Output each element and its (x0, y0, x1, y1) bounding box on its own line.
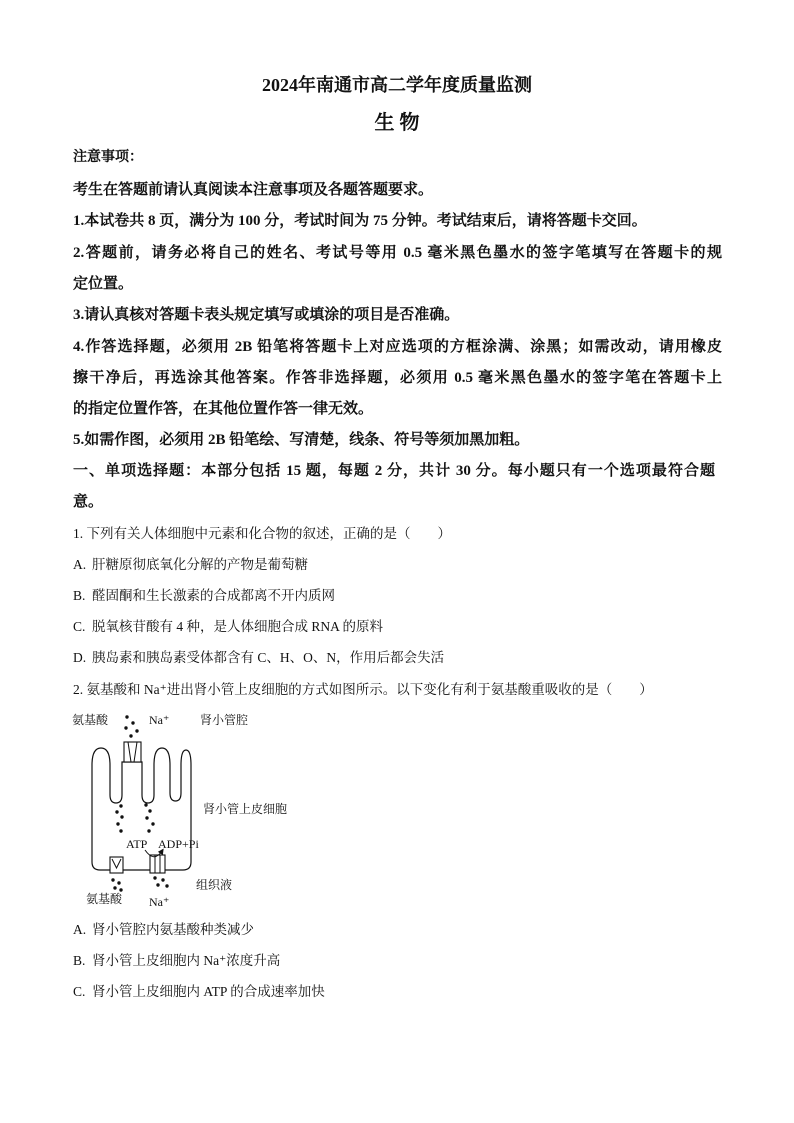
particle (131, 721, 134, 724)
question-1-option-c (73, 616, 383, 638)
option-label: A. (73, 922, 87, 937)
label-amino-acid-tissue: 氨基酸 (86, 892, 123, 906)
option-text: 胰岛素和胰岛素受体都含有 C、H、O、N，作用后都会失活 (92, 650, 445, 665)
question-2-option-b (73, 950, 280, 972)
exam-title: 2024年南通市高二学年度质量监测 (262, 75, 532, 95)
amino-acid-particle (119, 888, 122, 891)
notice-line: 的指定位置作答，在其他位置作答一律无效。 (73, 401, 374, 417)
sodium-particle (148, 809, 151, 812)
label-tissue-fluid: 组织液 (196, 878, 233, 892)
cell-membrane (92, 748, 191, 870)
notice-line: 擦干净后，再选涂其他答案。作答非选择题，必须用 0.5 毫米黑色墨水的签字笔在答题卡上 (73, 370, 722, 386)
basal-amino-acid-carrier (110, 857, 123, 873)
sodium-particle (165, 884, 168, 887)
notice-line: 1.本试卷共 8 页，满分为 100 分，考试时间为 75 分钟。考试结束后，请将答题卡交回。 (73, 213, 647, 229)
label-amino-acid-lumen: 氨基酸 (72, 713, 109, 727)
sodium-particle (151, 822, 154, 825)
sodium-particle (144, 803, 147, 806)
particle (129, 734, 132, 737)
option-label: B. (73, 588, 86, 603)
notice-line: 5.如需作图，必须用 2B 铅笔绘、写清楚，线条、符号等须加黑加粗。 (73, 432, 530, 448)
notice-heading: 注意事项： (73, 150, 143, 165)
amino-acid-particle (115, 810, 118, 813)
amino-acid-particle (117, 881, 120, 884)
particle (124, 726, 127, 729)
notice-line: 3.请认真核对答题卡表头规定填写或填涂的项目是否准确。 (73, 307, 460, 323)
sodium-particle (147, 829, 150, 832)
option-label: B. (73, 953, 86, 968)
label-sodium-lumen: Na⁺ (149, 713, 170, 727)
sodium-particle (145, 816, 148, 819)
intracellular-particles (115, 803, 154, 832)
notice-line: 4.作答选择题，必须用 2B 铅笔将答题卡上对应选项的方框涂满、涂黑；如需改动，请用橡皮 (73, 339, 722, 355)
option-text: 肾小管腔内氨基酸种类减少 (92, 922, 254, 937)
label-tubule-lumen: 肾小管腔 (200, 713, 249, 727)
option-text: 肾小管上皮细胞内 ATP 的合成速率加快 (92, 984, 325, 999)
label-atp: ATP (126, 837, 148, 851)
question-1-option-a (73, 554, 308, 576)
option-text: 醛固酮和生长激素的合成都离不开内质网 (92, 588, 335, 603)
amino-acid-particle (111, 878, 114, 881)
sodium-pump (150, 855, 165, 873)
amino-acid-particle (119, 829, 122, 832)
question-1-option-b (73, 585, 335, 607)
option-label: C. (73, 619, 86, 634)
label-adp-pi: ADP+Pi (158, 837, 199, 851)
lumen-particles (124, 715, 138, 737)
sodium-particle (156, 883, 159, 886)
notice-line: 定位置。 (73, 276, 134, 292)
subject-title: 生 物 (374, 112, 420, 134)
option-label: C. (73, 984, 86, 999)
option-label: D. (73, 650, 87, 665)
question-2-option-c (73, 981, 325, 1003)
particle (125, 715, 128, 718)
particle (135, 729, 138, 732)
section-heading-cont: 意。 (73, 494, 104, 510)
apical-cotransporter (124, 742, 141, 762)
option-label: A. (73, 557, 87, 572)
option-text: 肾小管上皮细胞内 Na⁺浓度升高 (92, 953, 281, 968)
amino-acid-particle (116, 822, 119, 825)
question-2-stem: 2. 氨基酸和 Na⁺进出肾小管上皮细胞的方式如图所示。以下变化有利于氨基酸重吸收的是（ ） (73, 682, 653, 697)
option-text: 脱氧核苷酸有 4 种，是人体细胞合成 RNA 的原料 (92, 619, 384, 634)
question-1-stem: 1. 下列有关人体细胞中元素和化合物的叙述，正确的是（ ） (73, 526, 451, 541)
section-heading: 一、单项选择题：本部分包括 15 题，每题 2 分，共计 30 分。每小题只有一个选项最符合题 (73, 463, 715, 479)
question-1-option-d (73, 647, 444, 669)
label-sodium-tissue: Na⁺ (149, 895, 170, 909)
sodium-particle (161, 878, 164, 881)
label-epithelial-cell: 肾小管上皮细胞 (203, 802, 288, 816)
tissue-fluid-particles (111, 876, 168, 891)
renal-tubule-cell-diagram (60, 705, 320, 915)
amino-acid-particle (119, 804, 122, 807)
notice-line: 考生在答题前请认真阅读本注意事项及各题答题要求。 (73, 182, 434, 198)
question-2-option-a (73, 919, 254, 941)
notice-line: 2.答题前，请务必将自己的姓名、考试号等用 0.5 毫米黑色墨水的签字笔填写在答题卡的规 (73, 245, 722, 261)
sodium-particle (153, 876, 156, 879)
amino-acid-particle (120, 815, 123, 818)
amino-acid-particle (113, 886, 116, 889)
option-text: 肝糖原彻底氧化分解的产物是葡萄糖 (92, 557, 308, 572)
